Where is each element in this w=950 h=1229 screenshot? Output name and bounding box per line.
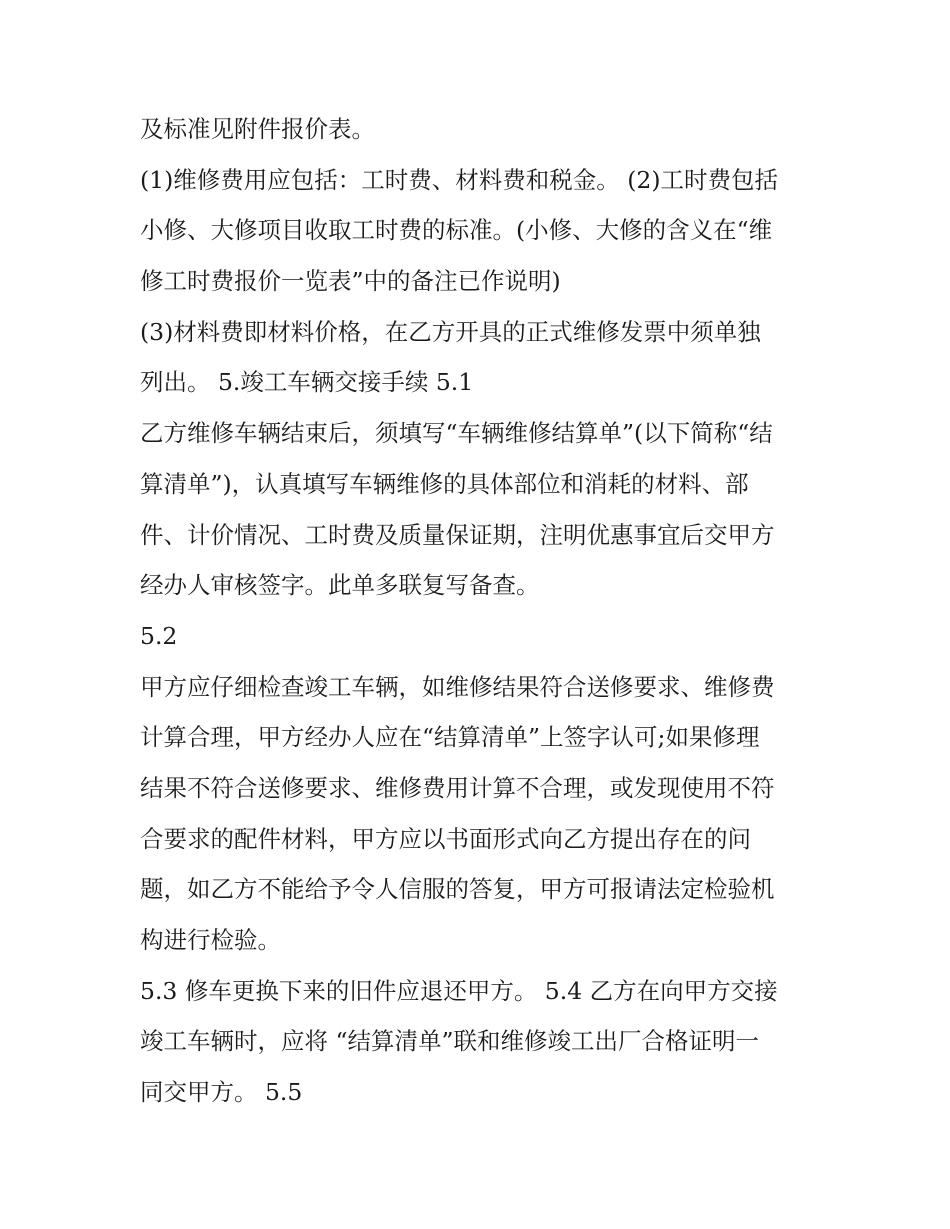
text-line: 竣工车辆时，应将 “结算清单”联和维修竣工出厂合格证明一 xyxy=(140,1027,759,1056)
section-number: 5.2 xyxy=(140,621,178,650)
text-line: 小修、大修项目收取工时费的标准。(小修、大修的含义在“维 xyxy=(140,216,773,245)
text-line: 计算合理，甲方经办人应在“结算清单”上签字认可;如果修理 xyxy=(140,723,760,752)
text-line: 及标准见附件报价表。 xyxy=(140,115,375,143)
text-line: 结果不符合送修要求、维修费用计算不合理，或发现使用不符 xyxy=(140,773,775,802)
text-line: 修工时费报价一览表”中的备注已作说明) xyxy=(140,267,561,296)
document-body xyxy=(140,104,830,1118)
text-line: 乙方维修车辆结束后，须填写“车辆维修结算单”(以下简称“结 xyxy=(140,419,773,448)
text-line: 算清单”)，认真填写车辆维修的具体部位和消耗的材料、部 xyxy=(140,469,749,498)
text-line: 经办人审核签字。此单多联复写备查。 xyxy=(140,571,540,600)
text-line: 合要求的配件材料，甲方应以书面形式向乙方提出存在的问 xyxy=(140,824,751,853)
text-line: 列出。 5.竣工车辆交接手续 5.1 xyxy=(140,368,474,397)
text-line: 件、计价情况、工时费及质量保证期，注明优惠事宜后交甲方 xyxy=(140,520,775,549)
text-line: 5.3 修车更换下来的旧件应退还甲方。 5.4 乙方在向甲方交接 xyxy=(140,976,778,1005)
text-line: 构进行检验。 xyxy=(140,926,281,954)
text-line: (3)材料费即材料价格，在乙方开具的正式维修发票中须单独 xyxy=(140,317,761,346)
text-line: 题，如乙方不能给予令人信服的答复，甲方可报请法定检验机 xyxy=(140,875,775,904)
text-line: 同交甲方。 5.5 xyxy=(140,1078,303,1107)
text-line: 甲方应仔细检查竣工车辆，如维修结果符合送修要求、维修费 xyxy=(140,672,775,701)
text-line: (1)维修费用应包括：工时费、材料费和税金。 (2)工时费包括 xyxy=(140,165,779,194)
